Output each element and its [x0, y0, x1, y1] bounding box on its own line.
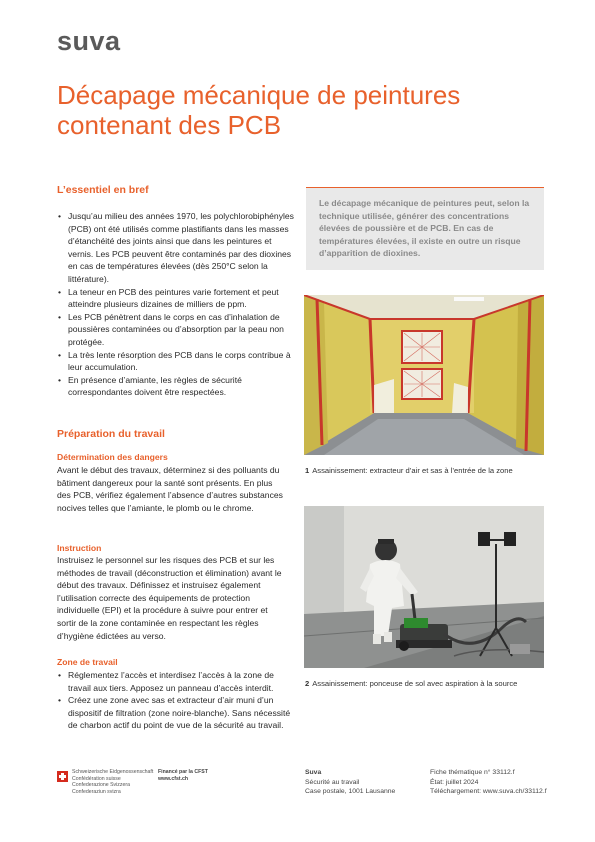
- suva-logo: suva: [57, 26, 121, 56]
- figure-2-caption: [305, 679, 517, 688]
- list-item: • La teneur en PCB des peintures varie fortement et peut atteindre plusieurs dizaines de milliers de ppm.: [68, 286, 298, 311]
- instruction-text: Instruisez le personnel sur les risques des PCB et sur les méthodes de travail (déconstruction et élimination) avant le début des travaux. Définissez et instruisez également l’utilisation correcte des équipements de protection individuelle (EPI) et la procédure à suivre pour entrer et sortir de la zone contaminée en respectant les règles d’hygiène édictées au verso.: [57, 555, 282, 641]
- list-item: • Réglementez l’accès et interdisez l’accès à la zone de travail aux tiers. Apposez un panneau d’accès interdit.: [68, 669, 296, 694]
- essentials-heading: L’essentiel en bref: [57, 184, 149, 196]
- figure-1-number: 1: [305, 466, 310, 475]
- list-item: • En présence d’amiante, les règles de sécurité correspondantes doivent être respectées.: [68, 374, 298, 399]
- download-link[interactable]: Téléchargement: www.suva.ch/33112.f: [430, 788, 547, 796]
- page-title: Décapage mécanique de peintures contenant des PCB: [57, 80, 461, 140]
- photo-floor-sander: [304, 506, 544, 668]
- instruction-heading: Instruction: [57, 543, 102, 553]
- danger-heading: Détermination des dangers: [57, 452, 168, 462]
- key-message-box: [306, 187, 544, 270]
- suva-address-line: Case postale, 1001 Lausanne: [305, 788, 396, 796]
- document-info-block: [430, 768, 547, 797]
- essentials-list: [57, 210, 298, 399]
- key-message-text: Le décapage mécanique de peintures peut, selon la technique utilisée, générer des concentrations élevées de poussière et de PCB. En cas de températures élevées, il existe en outre un risque d’apparition de dioxines.: [319, 198, 530, 259]
- danger-text: Avant le début des travaux, déterminez si des polluants du bâtiment dangereux pour la santé sont présents. En plus des PCB, vérifiez également l’absence d’autres substances nocives telles que l’amiante, le plomb ou le chrome.: [57, 465, 283, 513]
- confed-line: Confédération suisse: [72, 775, 121, 782]
- financed-block: [158, 769, 208, 782]
- list-item: • Jusqu’au milieu des années 1970, les polychlorobiphényles (PCB) ont été utilisés comme plastifiants dans les masses d’étanchéité des joints ainsi que dans les peintures et vernis. Les PCB peuvent être contaminés par des dioxines en cas de températures élevées (dès 250°C selon la littérature).: [68, 210, 298, 286]
- confed-line: Schweizerische Eidgenossenschaft: [72, 769, 154, 775]
- suva-name: Suva: [305, 769, 322, 776]
- confederation-block: [72, 769, 153, 795]
- doc-number: Fiche thématique n° 33112.f: [430, 769, 515, 776]
- list-item: • La très lente résorption des PCB dans le corps contribue à leur accumulation.: [68, 349, 298, 374]
- doc-date: État: juillet 2024: [430, 778, 479, 786]
- figure-1-text: Assainissement: extracteur d’air et sas à l’entrée de la zone: [312, 466, 513, 475]
- prep-heading: Préparation du travail: [57, 428, 165, 440]
- figure-1-caption: [305, 466, 513, 475]
- financed-link[interactable]: www.cfst.ch: [158, 775, 189, 782]
- suva-address-line: Sécurité au travail: [305, 778, 360, 786]
- confed-line: Confederaziun svizra: [72, 788, 121, 795]
- confed-line: Confederazione Svizzera: [72, 782, 130, 789]
- suva-address-block: [305, 768, 395, 797]
- figure-2-number: 2: [305, 679, 310, 688]
- figure-2-text: Assainissement: ponceuse de sol avec aspiration à la source: [312, 679, 518, 688]
- zone-list: [57, 669, 296, 732]
- list-item: • Les PCB pénètrent dans le corps en cas d’inhalation de poussières contaminées ou d’absorption par la peau non protégée.: [68, 311, 298, 349]
- photo-containment-zone: [304, 295, 544, 455]
- list-item: • Créez une zone avec sas et extracteur d’air muni d’un dispositif de filtration (zone noire-blanche). Sans nécessité de charbon actif du point de vue de la sécurité au travail.: [68, 694, 296, 732]
- swiss-flag-icon: [57, 771, 68, 782]
- zone-heading: Zone de travail: [57, 657, 118, 667]
- financed-line: Financé par la CFST: [158, 769, 208, 775]
